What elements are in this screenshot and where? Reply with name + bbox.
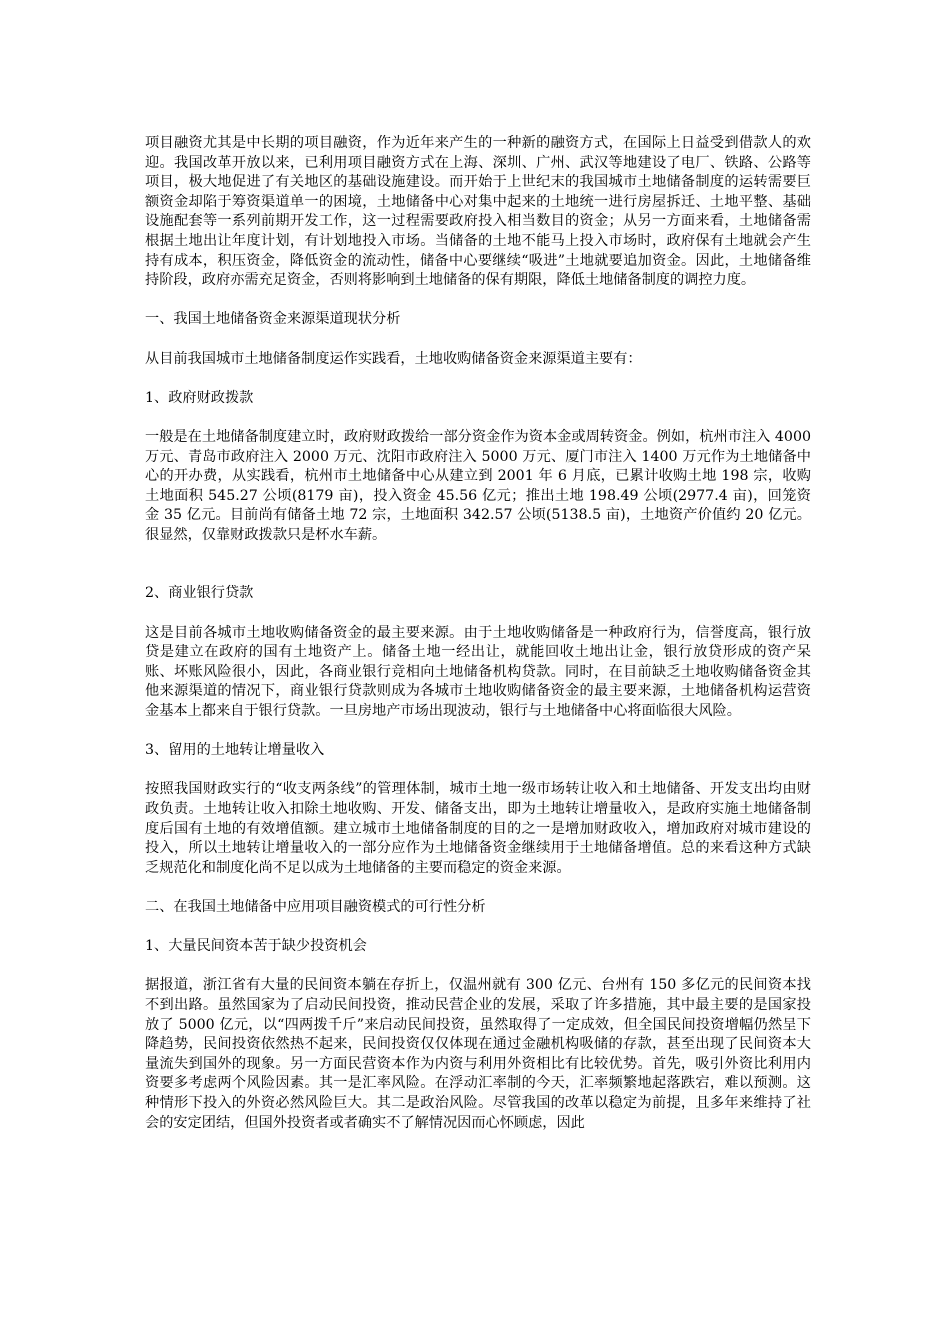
- subheading-2-1: 1、大量民间资本苦于缺少投资机会: [145, 938, 367, 955]
- paragraph-1-2: 这是目前各城市土地收购储备资金的最主要来源。由于土地收购储备是一种政府行为，信誉度高，银行放贷是建立在政府的国有土地资产上。储备土地一经出让，就能回收土地出让金，银行放贷形成的资产呆账、坏账风险很小，因此，各商业银行竞相向土地储备机构贷款。同时，在目前缺乏土地收购储备资金其他来源渠道的情况下，商业银行贷款则成为各城市土地收购储备资金的最主要来源，土地储备机构运营资金基本上都来自于银行贷款。一旦房地产市场出现波动，银行与土地储备中心将面临很大风险。: [145, 624, 811, 720]
- document-page: [145, 134, 811, 1133]
- intro-paragraph: 项目融资尤其是中长期的项目融资，作为近年来产生的一种新的融资方式，在国际上日益受到借款人的欢迎。我国改革开放以来，已利用项目融资方式在上海、深圳、广州、武汉等地建设了电厂、铁路、公路等项目，极大地促进了有关地区的基础设施建设。而开始于上世纪末的我国城市土地储备制度的运转需要巨额资金却陷于筹资渠道单一的困境，土地储备中心对集中起来的土地统一进行房屋拆迁、土地平整、基础设施配套等一系列前期开发工作，这一过程需要政府投入相当数目的资金；从另一方面来看，土地储备需根据土地出让年度计划，有计划地投入市场。当储备的土地不能马上投入市场时，政府保有土地就会产生持有成本，积压资金，降低资金的流动性，储备中心要继续“吸进”土地就要追加资金。因此，土地储备维持阶段，政府亦需充足资金，否则将影响到土地储备的保有期限，降低土地储备制度的调控力度。: [145, 135, 811, 289]
- section-1-intro-paragraph: 从目前我国城市土地储备制度运作实践看，土地收购储备资金来源渠道主要有：: [145, 350, 642, 367]
- paragraph-2-1: 据报道，浙江省有大量的民间资本躺在存折上，仅温州就有 300 亿元、台州有 150 多亿元的民间资本找不到出路。虽然国家为了启动民间投资，推动民营企业的发展，采取了许多措施，其中最主要的是国家投放了 5000 亿元，以“四两拨千斤”来启动民间投资，虽然取得了一定成效，但全国民间投资增幅仍然呈下降趋势，民间投资依然热不起来，民间投资仅仅体现在通过金融机构吸储的存款，甚至出现了民间资本大量流失到国外的现象。另一方面民营资本作为内资与利用外资相比有比较优势。首先，吸引外资比利用内资要多考虑两个风险因素。其一是汇率风险。在浮动汇率制的今天，汇率频繁地起落跌宕，难以预测。这种情形下投入的外资必然风险巨大。其二是政治风险。尽管我国的改革以稳定为前提，且多年来维持了社会的安定团结，但国外投资者或者确实不了解情况因而心怀顾虑，因此: [145, 977, 811, 1131]
- subheading-1-1: 1、政府财政拨款: [145, 389, 254, 406]
- paragraph-1-3: 按照我国财政实行的“收支两条线”的管理体制，城市土地一级市场转让收入和土地储备、开发支出均由财政负责。土地转让收入扣除土地收购、开发、储备支出，即为土地转让增量收入，是政府实施土地储备制度后国有土地的有效增值额。建立城市土地储备制度的目的之一是增加财政收入，增加政府对城市建设的投入，所以土地转让增量收入的一部分应作为土地储备资金继续用于土地储备增值。总的来看这种方式缺乏规范化和制度化尚不足以成为土地储备的主要而稳定的资金来源。: [145, 781, 811, 876]
- section-heading-1: 一、我国土地储备资金来源渠道现状分析: [145, 311, 401, 328]
- subheading-1-3: 3、留用的土地转让增量收入: [145, 742, 325, 759]
- paragraph-1-1: 一般是在土地储备制度建立时，政府财政拨给一部分资金作为资本金或周转资金。例如，杭州市注入 4000 万元、青岛市政府注入 2000 万元、沈阳市政府注入 5000 万元、厦门市注入 1400 万元作为土地储备中心的开办费，从实践看，杭州市土地储备中心从建立到 2001 年 6 月底，已累计收购土地 198 宗，收购土地面积 545.27 公顷(8179 亩)，投入资金 45.56 亿元；推出土地 198.49 公顷(2977.4 亩)，回笼资金 35 亿元。目前尚有储备土地 72 宗，土地面积 342.57 公顷(5138.5 亩)，土地资产价值约 20 亿元。很显然，仅靠财政拨款只是杯水车薪。: [145, 428, 811, 543]
- subheading-1-2: 2、商业银行贷款: [145, 585, 254, 602]
- section-heading-2: 二、在我国土地储备中应用项目融资模式的可行性分析: [145, 898, 486, 915]
